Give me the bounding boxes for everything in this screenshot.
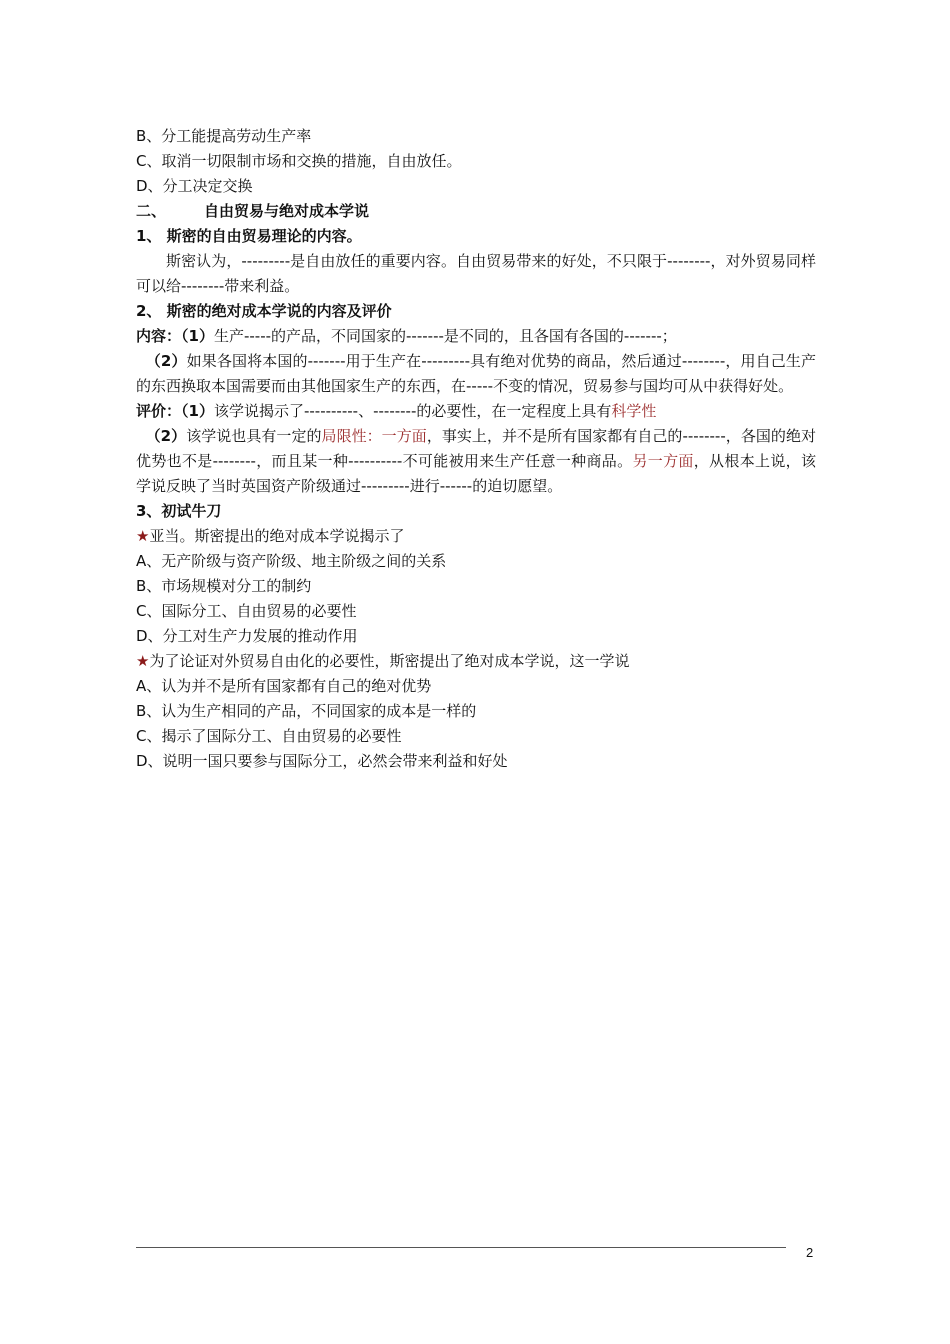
prev-option-c: C、取消一切限制市场和交换的措施，自由放任。 bbox=[136, 152, 462, 170]
page-number: 2 bbox=[806, 1245, 814, 1260]
item1-heading: 1、 斯密的自由贸易理论的内容。 bbox=[136, 227, 362, 245]
content-2-num: （2） bbox=[145, 352, 187, 370]
section-two-heading bbox=[136, 199, 816, 224]
eval-1-num: （1） bbox=[181, 402, 214, 420]
question-2-option-b: B、认为生产相同的产品，不同国家的成本是一样的 bbox=[136, 702, 477, 720]
eval-line-1 bbox=[136, 399, 816, 424]
question-2-option-a: A、认为并不是所有国家都有自己的绝对优势 bbox=[136, 677, 432, 695]
section-title: 自由贸易与绝对成本学说 bbox=[204, 202, 370, 220]
question-2-option-d: D、说明一国只要参与国际分工，必然会带来利益和好处 bbox=[136, 752, 508, 770]
star-icon: ★ bbox=[136, 527, 150, 545]
content-1-text: 生产-----的产品，不同国家的-------是不同的，且各国有各国的-------； bbox=[213, 327, 677, 345]
document-body bbox=[136, 124, 816, 774]
eval-2-text-c: ，从根本上说，该学说反映了当时英国资产阶级通过---------进行------的迫切愿望。 bbox=[136, 452, 816, 495]
eval-1-highlight: 科学性 bbox=[611, 402, 657, 420]
footer-divider bbox=[136, 1247, 786, 1248]
eval-2-text-b: ，事实上，并不是所有国家都有自己的--------，各国的绝对优势也不是--------，而且某一种----------不可能被用来生产任意一种商品。 bbox=[136, 427, 816, 470]
question-1-text: 亚当。斯密提出的绝对成本学说揭示了 bbox=[149, 527, 405, 545]
item3-heading: 3、初试牛刀 bbox=[136, 502, 222, 520]
question-2-text: 为了论证对外贸易自由化的必要性，斯密提出了绝对成本学说，这一学说 bbox=[149, 652, 630, 670]
question-2-option-c: C、揭示了国际分工、自由贸易的必要性 bbox=[136, 727, 402, 745]
content-line-1 bbox=[136, 324, 816, 349]
section-number: 二、 bbox=[136, 202, 167, 220]
eval-1-text: 该学说揭示了----------、--------的必要性，在一定程度上具有 bbox=[213, 402, 612, 420]
content-label: 内容： bbox=[136, 327, 182, 345]
content-1-num: （1） bbox=[181, 327, 214, 345]
item1-text: 斯密认为，---------是自由放任的重要内容。自由贸易带来的好处，不只限于--------，对外贸易同样可以给--------带来利益。 bbox=[136, 252, 816, 295]
content-2-text: 如果各国将本国的-------用于生产在---------具有绝对优势的商品，然后通过--------，用自己生产的东西换取本国需要而由其他国家生产的东西，在-----不变的情况，贸易参与国均可从中获得好处。 bbox=[136, 352, 817, 395]
question-1-option-b: B、市场规模对分工的制约 bbox=[136, 577, 312, 595]
star-icon: ★ bbox=[136, 652, 150, 670]
item2-heading: 2、 斯密的绝对成本学说的内容及评价 bbox=[136, 302, 392, 320]
question-2-stem bbox=[136, 649, 816, 674]
eval-label: 评价： bbox=[136, 402, 182, 420]
question-1-option-c: C、国际分工、自由贸易的必要性 bbox=[136, 602, 357, 620]
eval-2-highlight-a: 局限性：一方面 bbox=[321, 427, 427, 445]
prev-option-b: B、分工能提高劳动生产率 bbox=[136, 127, 312, 145]
prev-option-d: D、分工决定交换 bbox=[136, 177, 253, 195]
eval-paragraph-2 bbox=[136, 424, 816, 499]
eval-2-num: （2） bbox=[145, 427, 187, 445]
question-1-option-d: D、分工对生产力发展的推动作用 bbox=[136, 627, 358, 645]
eval-2-highlight-b: 另一方面 bbox=[632, 452, 694, 470]
content-paragraph-2 bbox=[136, 349, 816, 399]
question-1-option-a: A、无产阶级与资产阶级、地主阶级之间的关系 bbox=[136, 552, 447, 570]
question-1-stem bbox=[136, 524, 816, 549]
eval-2-text-a: 该学说也具有一定的 bbox=[186, 427, 322, 445]
